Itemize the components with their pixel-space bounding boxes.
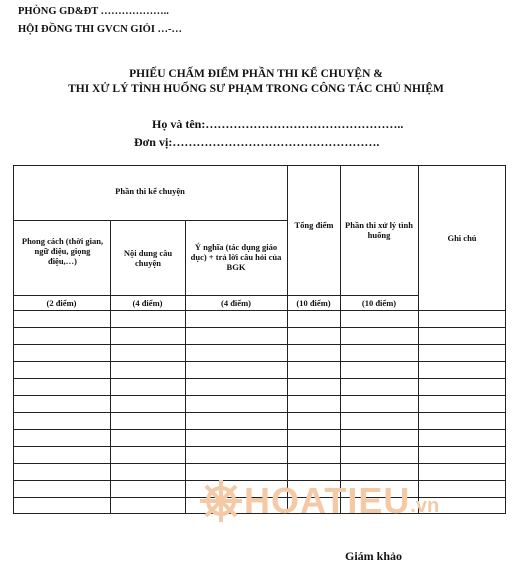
points-meaning: (4 điểm) xyxy=(221,298,251,308)
col-header-meaning: Ý nghĩa (tác dụng giáo dục) + trả lời câu hỏi của BGK xyxy=(190,242,282,272)
col-header-story-content: Nội dung câu chuyện xyxy=(123,248,173,268)
col-header-situation-handling: Phần thi xử lý tình huống xyxy=(345,220,413,240)
points-total: (10 điểm) xyxy=(296,298,331,308)
watermark-domain: .vn xyxy=(410,494,440,517)
storytelling-group-header: Phần thi kể chuyện xyxy=(115,186,185,196)
ship-wheel-icon xyxy=(198,478,244,524)
points-story-content: (4 điểm) xyxy=(132,298,163,308)
points-style: (2 điểm) xyxy=(46,298,77,308)
col-header-style: Phong cách (thời gian, ngữ điệu, giọng điệu,…) xyxy=(21,236,104,266)
hoatieu-watermark xyxy=(198,476,439,526)
col-header-notes: Ghi chú xyxy=(447,233,477,243)
form-title-line-2: THI XỬ LÝ TÌNH HUỐNG SƯ PHẠM TRONG CÔNG TÁC CHỦ NHIỆM xyxy=(68,83,444,95)
unit-field: Đơn vị:……………………………………………. xyxy=(134,135,380,149)
col-header-total-score: Tổng điểm xyxy=(294,220,334,230)
department-header: PHÒNG GD&ĐT ……………….. xyxy=(18,6,169,17)
form-title-line-1: PHIẾU CHẤM ĐIỂM PHẦN THI KỂ CHUYỆN & xyxy=(129,68,383,80)
points-situation: (10 điểm) xyxy=(361,298,397,308)
watermark-brand: HOATIEU xyxy=(244,480,411,521)
examiner-signature-label: Giám khảo xyxy=(345,549,403,563)
table-border xyxy=(14,166,506,514)
full-name-field: Họ và tên:………………………………………….. xyxy=(152,117,404,131)
council-header: HỘI ĐỒNG THI GVCN GIỎI …-… xyxy=(18,24,183,35)
